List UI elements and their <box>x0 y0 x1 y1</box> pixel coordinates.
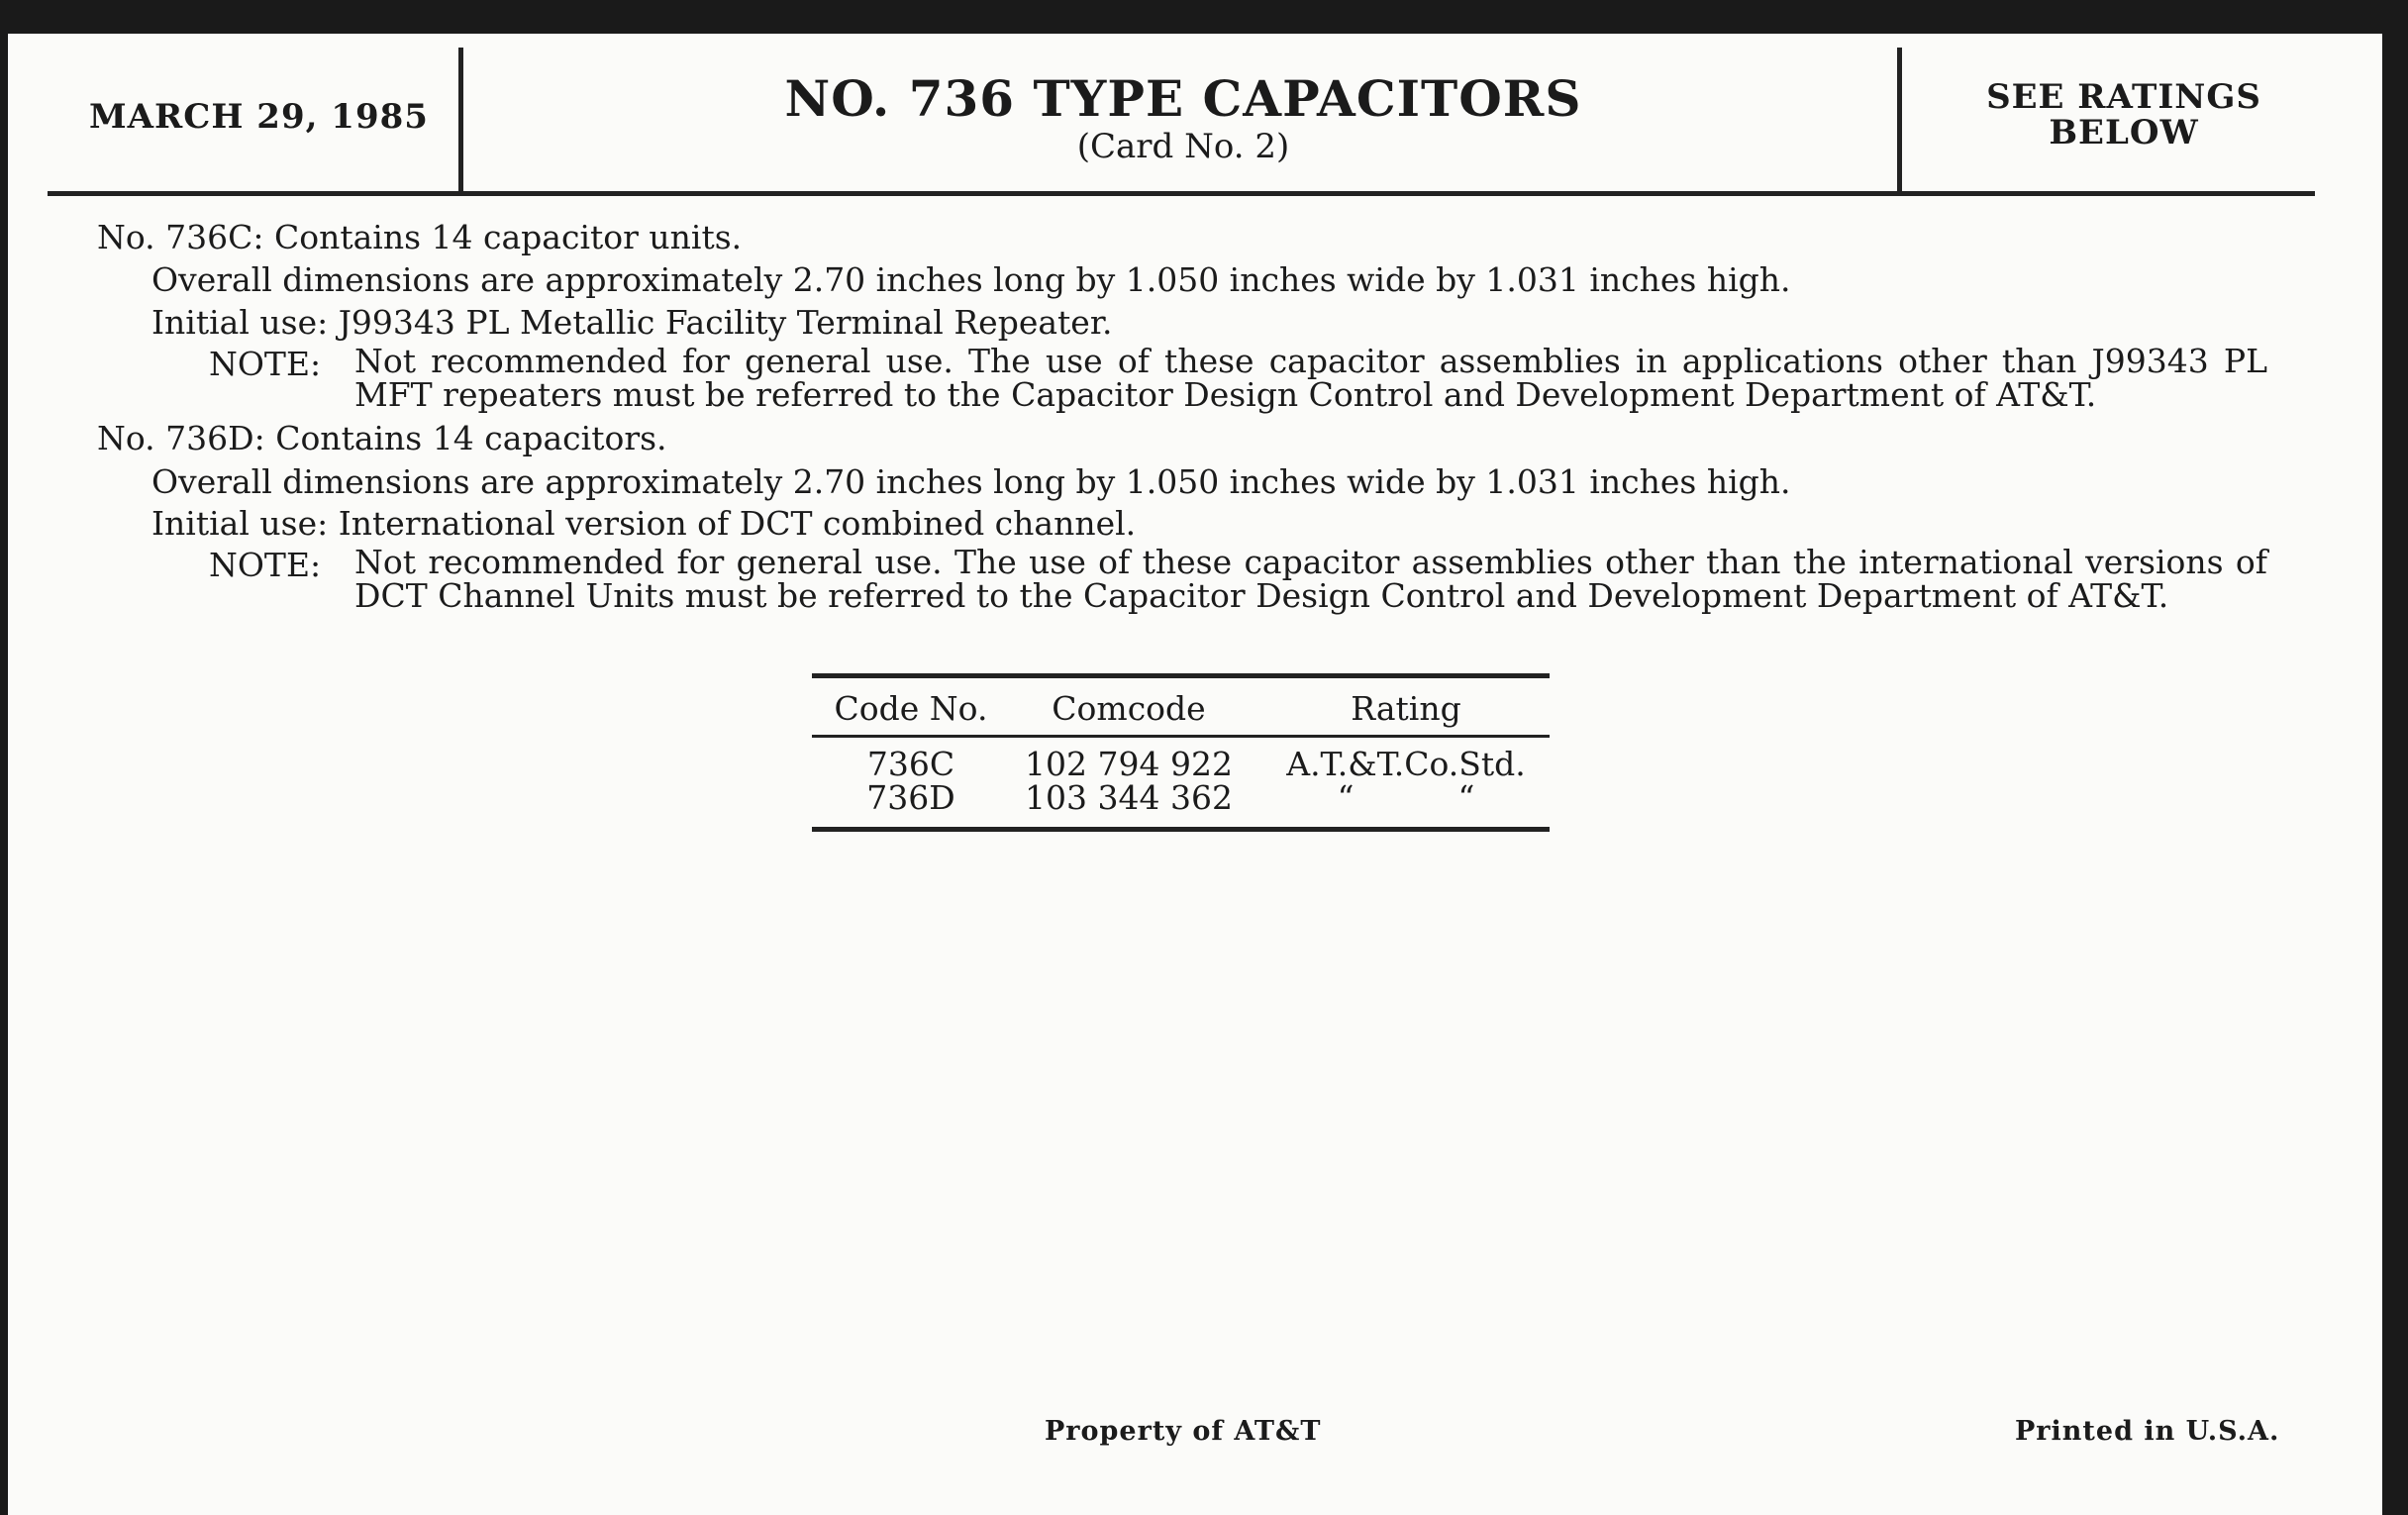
table-cell-rating: “ “ <box>1337 778 1475 817</box>
ratings-note <box>1901 79 2347 151</box>
card-title: NO. 736 TYPE CAPACITORS <box>784 69 1582 128</box>
table-cell-code: 736D <box>866 778 955 817</box>
header-divider-left <box>458 48 463 196</box>
table-cell-rating: A.T.&T.Co.Std. <box>1286 745 1526 783</box>
table-cell-code: 736C <box>866 745 955 783</box>
scan-border-top <box>0 0 2408 34</box>
item-dimensions-736d: Overall dimensions are approximately 2.70 inches long by 1.050 inches wide by 1.031 inches high. <box>151 462 1791 501</box>
note-text-736d: Not recommended for general use. The use of these capacitor assemblies other than the international versions of DCT Channel Units must be referred to the Capacitor Design Control and Development Department of AT&T. <box>354 543 2267 615</box>
table-header-rating: Rating <box>1351 689 1461 728</box>
ratings-note-line-1: SEE RATINGS <box>1986 77 2261 117</box>
card-date: MARCH 29, 1985 <box>89 97 429 137</box>
card-subtitle: (Card No. 2) <box>1076 127 1290 166</box>
ratings-note-line-2: BELOW <box>2049 113 2199 152</box>
note-label-736c: NOTE: <box>209 345 322 383</box>
table-header-comcode: Comcode <box>1052 689 1206 728</box>
table-top-rule <box>812 673 1550 678</box>
table-bottom-rule <box>812 827 1550 832</box>
footer-printed: Printed in U.S.A. <box>2015 1416 2280 1447</box>
note-text-736c: Not recommended for general use. The use of these capacitor assemblies in applications other than J99343 PL MFT repeaters must be referred to the Capacitor Design Control and Development Department of AT&T. <box>354 342 2267 414</box>
footer-property: Property of AT&T <box>1045 1416 1322 1447</box>
scan-border-right <box>2382 0 2408 1515</box>
item-heading-736c: No. 736C: Contains 14 capacitor units. <box>97 218 743 256</box>
table-cell-comcode: 102 794 922 <box>1025 745 1233 783</box>
note-label-736d: NOTE: <box>209 546 322 584</box>
table-header-code: Code No. <box>834 689 988 728</box>
item-initial-use-736d: Initial use: International version of DCT combined channel. <box>151 504 1137 543</box>
table-header-rule <box>812 735 1550 738</box>
header-rule <box>48 191 2315 196</box>
item-heading-736d: No. 736D: Contains 14 capacitors. <box>97 419 667 457</box>
table-cell-comcode: 103 344 362 <box>1025 778 1233 817</box>
item-dimensions-736c: Overall dimensions are approximately 2.70 inches long by 1.050 inches wide by 1.031 inches high. <box>151 260 1791 299</box>
item-initial-use-736c: Initial use: J99343 PL Metallic Facility Terminal Repeater. <box>151 303 1113 342</box>
